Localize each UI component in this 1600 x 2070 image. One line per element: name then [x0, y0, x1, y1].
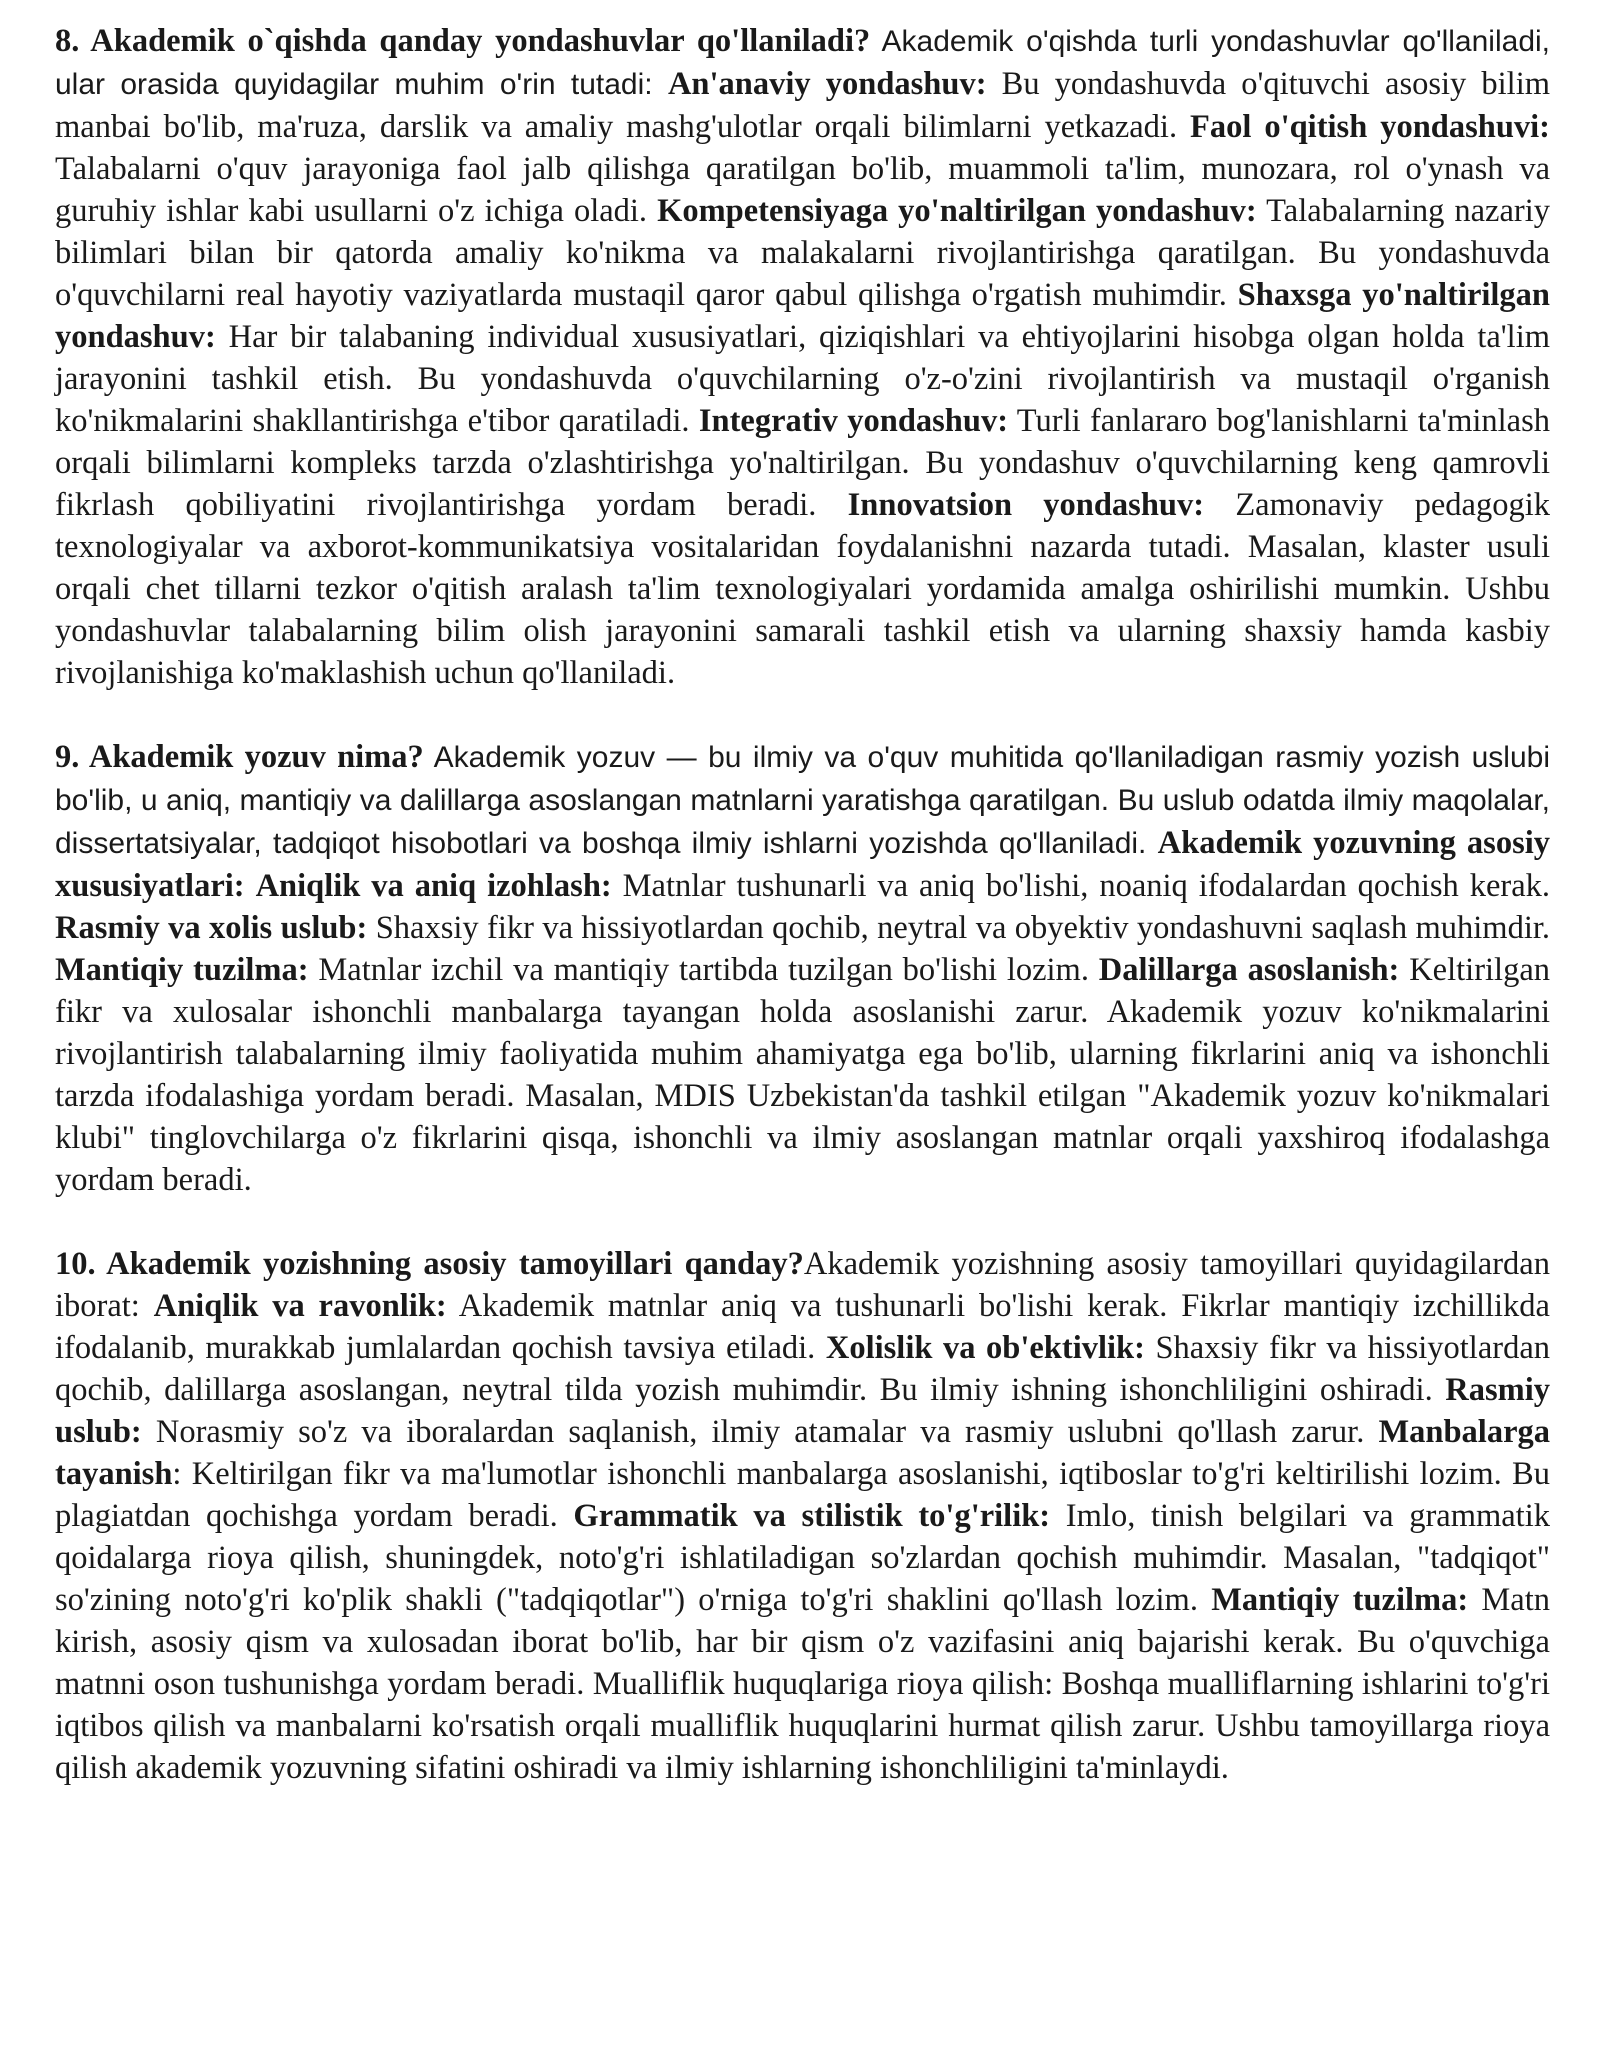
- bold-term: Aniqlik va ravonlik:: [153, 1288, 447, 1324]
- body-text: Akademik matnlar aniq va tushunarli bo'lishi kerak. Fikrlar mantiqiy izchillikda ifodalanib, murakkab jumlalardan qochish tavsiya etiladi.: [55, 1288, 1550, 1366]
- bold-term: Xolislik va ob'ektivlik:: [825, 1330, 1145, 1366]
- body-text: Shaxsiy fikr va hissiyotlardan qochib, dalillarga asoslangan, neytral tilda yozish muhimdir. Bu ilmiy ishning ishonchliligini oshiradi.: [55, 1330, 1550, 1408]
- bold-term: Aniqlik va aniq izohlash:: [255, 868, 612, 904]
- bold-term: Integrativ yondashuv:: [698, 403, 1009, 439]
- body-text: Norasmiy so'z va iboralardan saqlanish, ilmiy atamalar va rasmiy uslubni qo'llash zarur.: [141, 1414, 1379, 1450]
- bold-term: Faol o'qitish yondashuvi:: [1190, 109, 1550, 145]
- bold-term: An'anaviy yondashuv:: [667, 66, 987, 102]
- section-number: 10.: [55, 1246, 107, 1282]
- section-number: 8.: [55, 23, 91, 59]
- body-text: Imlo, tinish belgilari va grammatik qoidalarga rioya qilish, shuningdek, noto'g'ri ishlatiladigan so'zlardan qochish muhimdir. Masalan, "tadqiqot" so'zining noto'g'ri ko'plik shakli ("tadqiqotlar") o'rniga to'g'ri shaklini qo'llash lozim.: [55, 1498, 1550, 1618]
- body-text: Akademik o'qishda turli yondashuvlar qo'llaniladi, ular orasida quyidagilar muhim o'rin tutadi:: [55, 25, 1550, 101]
- section-8: [55, 20, 1550, 694]
- bold-term: Akademik yozuvning asosiy xususiyatlari:: [55, 825, 1550, 904]
- body-text: Talabalarni o'quv jarayoniga faol jalb qilishga qaratilgan bo'lib, muammoli ta'lim, munozara, rol o'ynash va guruhiy ishlar kabi usullarni o'z ichiga oladi.: [55, 151, 1550, 229]
- bold-term: Dalillarga asoslanish:: [1098, 952, 1400, 988]
- question-heading: Akademik o`qishda qanday yondashuvlar qo'llaniladi?: [90, 23, 871, 59]
- bold-term: Rasmiy va xolis uslub:: [55, 910, 368, 946]
- body-text: Bu yondashuvda o'qituvchi asosiy bilim manbai bo'lib, ma'ruza, darslik va amaliy mashg'ulotlar orqali bilimlarni yetkazadi.: [55, 66, 1551, 145]
- body-text: [245, 868, 256, 904]
- question-heading: Akademik yozuv nima?: [88, 739, 424, 775]
- body-text: Har bir talabaning individual xususiyatlari, qiziqishlari va ehtiyojlarini hisobga olgan holda ta'lim jarayonini tashkil etish. Bu yondashuvda o'quvchilarning o'z-o'zini rivojlantirish va mustaqil o'rganish ko'nikmalarini shakllantirishga e'tibor qaratiladi.: [55, 319, 1550, 439]
- bold-term: Mantiqiy tuzilma:: [55, 952, 309, 988]
- body-text: : Keltirilgan fikr va ma'lumotlar ishonchli manbalarga asoslanishi, iqtiboslar to'g'ri keltirilishi lozim. Bu plagiatdan qochishga yordam beradi.: [55, 1456, 1550, 1534]
- body-text: Keltirilgan fikr va xulosalar ishonchli manbalarga tayangan holda asoslanishi zarur. Akademik yozuv ko'nikmalarini rivojlantirish talabalarning ilmiy faoliyatida muhim ahamiyatga ega bo'lib, ularning fikrlarini aniq va ishonchli tarzda ifodalashiga yordam beradi. Masalan, MDIS Uzbekistan'da tashkil etilgan "Akademik yozuv ko'nikmalari klubi" tinglovchilarga o'z fikrlarini qisqa, ishonchli va ilmiy asoslangan matnlar orqali yaxshiroq ifodalashga yordam beradi.: [55, 952, 1550, 1198]
- bold-term: Grammatik va stilistik to'g'rilik:: [573, 1498, 1051, 1534]
- question-heading: Akademik yozishning asosiy tamoyillari qanday?: [106, 1246, 804, 1282]
- body-text: Zamonaviy pedagogik texnologiyalar va axborot-kommunikatsiya vositalaridan foydalanishni nazarda tutadi. Masalan, klaster usuli orqali chet tillarni tezkor o'qitish aralash ta'lim texnologiyalari yordamida amalga oshirilishi mumkin. Ushbu yondashuvlar talabalarning bilim olish jarayonini samarali tashkil etish va ularning shaxsiy hamda kasbiy rivojlanishiga ko'maklashish uchun qo'llaniladi.: [55, 487, 1550, 691]
- bold-term: Manbalarga tayanish: [55, 1414, 1550, 1492]
- bold-term: Kompetensiyaga yo'naltirilgan yondashuv:: [657, 193, 1257, 229]
- body-text: Talabalarning nazariy bilimlari bilan bir qatorda amaliy ko'nikma va malakalarni rivojlantirishga qaratilgan. Bu yondashuvda o'quvchilarni real hayotiy vaziyatlarda mustaqil qaror qabul qilishga o'rgatish muhimdir.: [55, 193, 1551, 313]
- body-text: Matn kirish, asosiy qism va xulosadan iborat bo'lib, har bir qism o'z vazifasini aniq bajarishi kerak. Bu o'quvchiga matnni oson tushunishga yordam beradi. Mualliflik huquqlariga rioya qilish: Boshqa mualliflarning ishlarini to'g'ri iqtibos qilish va manbalarni ko'rsatish orqali mualliflik huquqlarini hurmat qilish zarur. Ushbu tamoyillarga rioya qilish akademik yozuvning sifatini oshiradi va ilmiy ishlarning ishonchliligini ta'minlaydi.: [55, 1582, 1550, 1786]
- bold-term: Rasmiy uslub:: [55, 1372, 1550, 1450]
- body-text: Matnlar izchil va mantiqiy tartibda tuzilgan bo'lishi lozim.: [308, 952, 1099, 988]
- bold-term: Mantiqiy tuzilma:: [1211, 1582, 1469, 1618]
- body-text: Turli fanlararo bog'lanishlarni ta'minlash orqali bilimlarni kompleks tarzda o'zlashtirishga yo'naltirilgan. Bu yondashuv o'quvchilarning keng qamrovli fikrlash qobiliyatini rivojlantirishga yordam beradi.: [55, 403, 1550, 523]
- bold-term: Shaxsga yo'naltirilgan yondashuv:: [55, 277, 1551, 355]
- section-number: 9.: [55, 739, 89, 775]
- section-10: [55, 1243, 1550, 1789]
- body-text: Matnlar tushunarli va aniq bo'lishi, noaniq ifodalardan qochish kerak.: [611, 868, 1551, 904]
- bold-term: Innovatsion yondashuv:: [847, 487, 1205, 523]
- section-9: [55, 736, 1550, 1201]
- body-text: Akademik yozuv — bu ilmiy va o'quv muhitida qo'llaniladigan rasmiy yozish uslubi bo'lib, u aniq, mantiqiy va dalillarga asoslangan matnlarni yaratishga qaratilgan. Bu uslub odatda ilmiy maqolalar, dissertatsiyalar, tadqiqot hisobotlari va boshqa ilmiy ishlarni yozishda qo'llaniladi.: [55, 741, 1550, 860]
- body-text: Akademik yozishning asosiy tamoyillari quyidagilardan iborat:: [55, 1246, 1550, 1324]
- body-text: Shaxsiy fikr va hissiyotlardan qochib, neytral va obyektiv yondashuvni saqlash muhimdir.: [367, 910, 1550, 946]
